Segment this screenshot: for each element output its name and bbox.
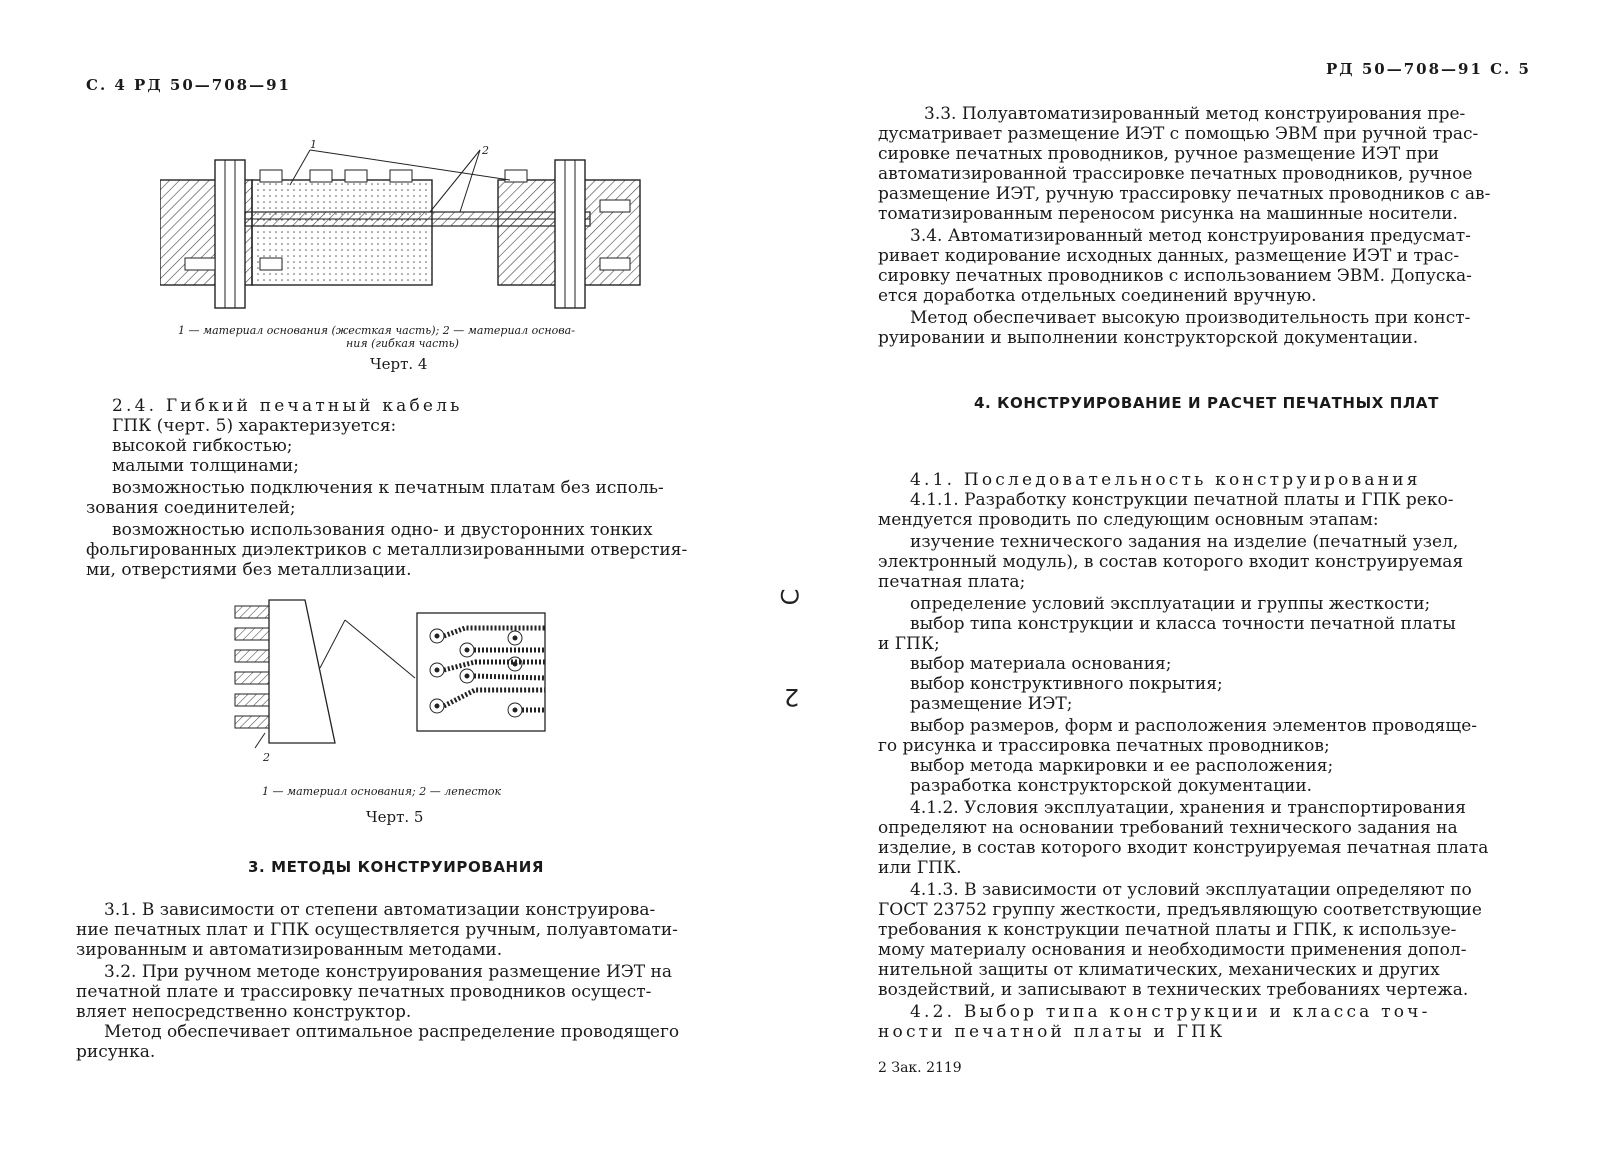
section-3-continued-line: 3.4. Автоматизированный метод конструирования предусмат- [910,226,1471,246]
section-4-line: выбор типа конструкции и класса точности печатной платы [910,614,1456,634]
para-2-4-line: ми, отверстиями без металлизации. [86,560,412,580]
section-4-2-heading: 4.2. Выбор типа конструкции и класса точ- [910,1002,1431,1022]
section-3-line: вляет непосредственно конструктор. [76,1002,412,1022]
section-3-line: 3.2. При ручном методе конструирования размещение ИЭТ на [104,962,673,982]
section-4-subheading: 4.1. Последовательность конструирования [910,470,1421,490]
figure-4-caption-line-2: ния (гибкая часть) [346,337,459,350]
section-4-line: определение условий эксплуатации и группы жесткости; [910,594,1431,614]
figure-4-drawing [160,140,650,315]
section-4-line: или ГПК. [878,858,962,878]
section-4-line: печатная плата; [878,572,1026,592]
section-4-line: 4.1.3. В зависимости от условий эксплуатации определяют по [910,880,1472,900]
left-page-header: С. 4 РД 50—708—91 [86,76,291,94]
section-3-line: зированным и автоматизированным методами. [76,940,503,960]
section-3-continued-line: ривает кодирование исходных данных, размещение ИЭТ и трас- [878,246,1460,266]
section-3-line: ние печатных плат и ГПК осуществляется ручным, полуавтомати- [76,920,678,940]
gutter-digit-2: 2 [784,683,800,711]
section-4-line: электронный модуль), в состав которого входит конструируемая [878,552,1464,572]
section-4-line: го рисунка и трассировка печатных проводников; [878,736,1330,756]
section-3-continued-line: сировке печатных проводников, ручное размещение ИЭТ при [878,144,1440,164]
figure-4-callout-2: 2 [482,144,489,157]
section-4-line: разработка конструкторской документации. [910,776,1313,796]
section-3-continued-line: ется доработка отдельных соединений вручную. [878,286,1317,306]
section-4-line: мому материалу основания и необходимости применения допол- [878,940,1467,960]
section-3-continued-line: сировку печатных проводников с использованием ЭВМ. Допуска- [878,266,1472,286]
section-4-line: изделие, в состав которого входит конструируемая печатная плата [878,838,1489,858]
section-4-line: нительной защиты от климатических, механических и других [878,960,1440,980]
right-page [800,0,1600,1158]
para-2-4-line: малыми толщинами; [112,456,299,476]
section-4-2-heading: ности печатной платы и ГПК [878,1022,1226,1042]
section-4-line: мендуется проводить по следующим основным этапам: [878,510,1379,530]
figure-4-title: Черт. 4 [370,355,428,373]
para-2-4-line: зования соединителей; [86,498,296,518]
figure-4-callout-1: 1 [310,140,317,151]
section-4-line: требования к конструкции печатной платы и ГПК, к используе- [878,920,1457,940]
right-page-header: РД 50—708—91 С. 5 [1326,60,1531,78]
section-4-title: 4. КОНСТРУИРОВАНИЕ И РАСЧЕТ ПЕЧАТНЫХ ПЛАТ [974,394,1439,412]
section-4-line: воздействий, и записывают в технических требованиях чертежа. [878,980,1469,1000]
left-page [0,0,790,1158]
section-4-line: размещение ИЭТ; [910,694,1073,714]
figure-5-title: Черт. 5 [366,808,424,826]
para-2-4-line: возможностью использования одно- и двусторонних тонких [112,520,653,540]
section-4-line: определяют на основании требований технического задания на [878,818,1458,838]
gutter-letter-c: С [776,588,805,606]
section-3-line: рисунка. [76,1042,156,1062]
para-2-4-line: ГПК (черт. 5) характеризуется: [112,416,397,436]
section-3-continued-line: руировании и выполнении конструкторской документации. [878,328,1419,348]
section-3-continued-line: 3.3. Полуавтоматизированный метод конструирования пре- [924,104,1466,124]
section-3-continued-line: томатизированным переносом рисунка на машинные носители. [878,204,1458,224]
section-4-line: ГОСТ 23752 группу жесткости, предъявляющую соответствующие [878,900,1482,920]
para-2-4-line: возможностью подключения к печатным платам без исполь- [112,478,664,498]
para-2-4-heading: 2.4. Гибкий печатный кабель [112,396,463,416]
section-3-continued-line: Метод обеспечивает высокую производительность при конст- [910,308,1471,328]
section-3-line: 3.1. В зависимости от степени автоматизации конструирова- [104,900,656,920]
section-3-continued-line: дусматривает размещение ИЭТ с помощью ЭВМ при ручной трас- [878,124,1479,144]
section-3-title: 3. МЕТОДЫ КОНСТРУИРОВАНИЯ [248,858,545,876]
section-3-line: Метод обеспечивает оптимальное распределение проводящего [104,1022,680,1042]
section-4-line: выбор конструктивного покрытия; [910,674,1223,694]
section-4-line: 4.1.2. Условия эксплуатации, хранения и транспортирования [910,798,1466,818]
figure-4-caption-line-1: 1 — материал основания (жесткая часть); 2 — материал основа- [178,324,575,337]
section-4-line: и ГПК; [878,634,940,654]
para-2-4-line: высокой гибкостью; [112,436,293,456]
section-4-line: выбор метода маркировки и ее расположения; [910,756,1334,776]
section-3-continued-line: размещение ИЭТ, ручную трассировку печатных проводников с ав- [878,184,1491,204]
figure-5-callout-2: 2 [263,751,270,764]
section-4-line: изучение технического задания на изделие (печатный узел, [910,532,1459,552]
figure-5-caption: 1 — материал основания; 2 — лепесток [262,785,502,798]
section-3-line: печатной плате и трассировку печатных проводников осущест- [76,982,652,1002]
figure-5-drawing [225,598,565,773]
para-2-4-line: фольгированных диэлектриков с металлизированными отверстия- [86,540,688,560]
section-3-continued-line: автоматизированной трассировке печатных проводников, ручное [878,164,1473,184]
section-4-line: 4.1.1. Разработку конструкции печатной платы и ГПК реко- [910,490,1454,510]
section-4-line: выбор размеров, форм и расположения элементов проводяще- [910,716,1478,736]
right-page-footer: 2 Зак. 2119 [878,1060,962,1076]
section-4-line: выбор материала основания; [910,654,1172,674]
